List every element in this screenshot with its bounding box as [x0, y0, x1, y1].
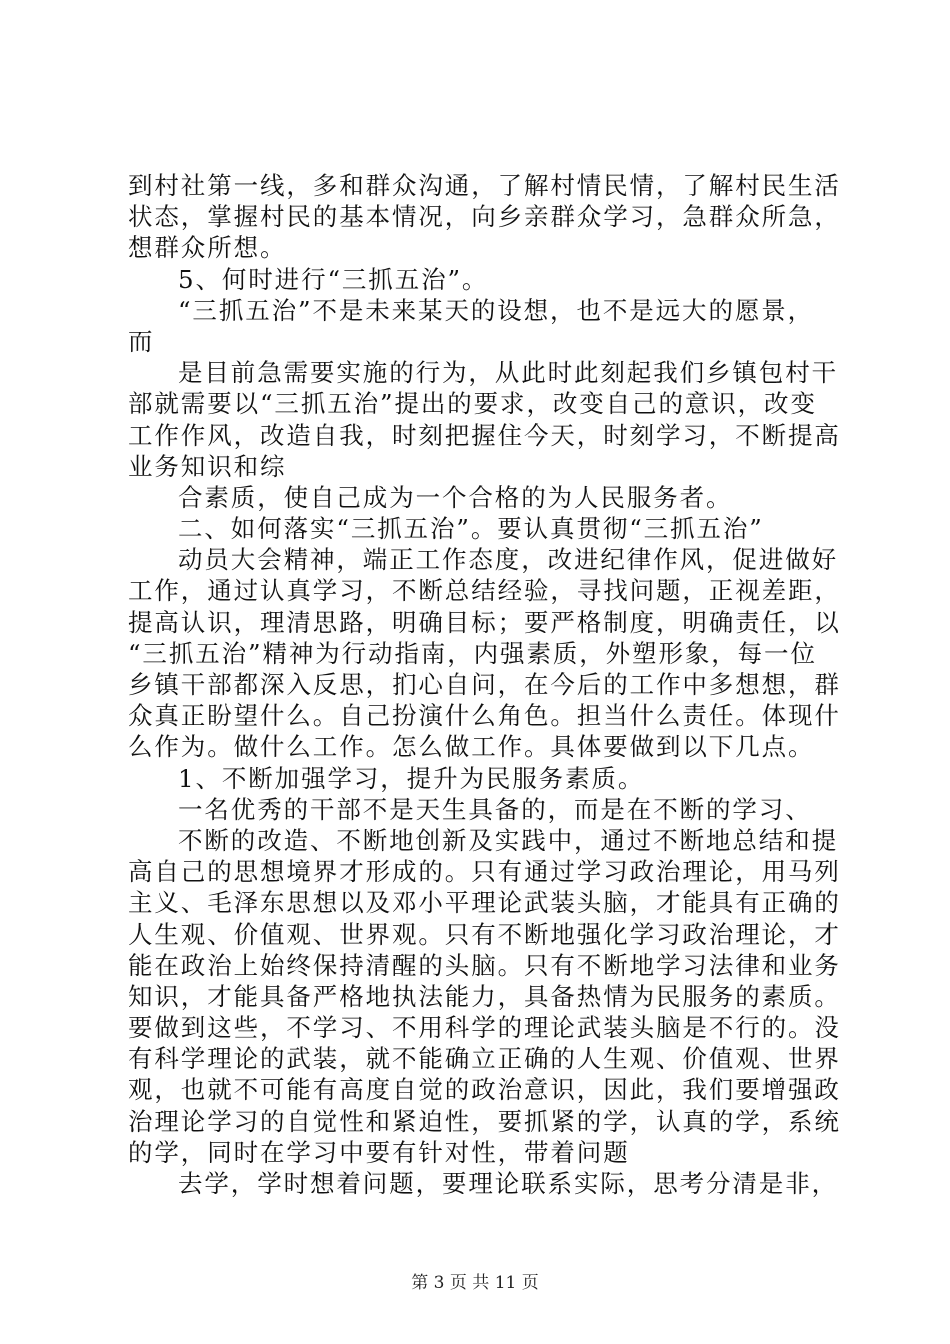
text-line: “三抓五治”不是未来某天的设想，也不是远大的愿景， — [178, 295, 815, 325]
text-line: 而 — [128, 326, 155, 356]
text-line: 状态，掌握村民的基本情况，向乡亲群众学习，急群众所急， — [128, 202, 841, 232]
text-line: 有科学理论的武装，就不能确立正确的人生观、价值观、世界 — [128, 1044, 841, 1074]
text-line: 不断的改造、不断地创新及实践中，通过不断地总结和提 — [178, 825, 838, 855]
text-line: 要做到这些，不学习、不用科学的理论武装头脑是不行的。没 — [128, 1013, 841, 1043]
body-text — [128, 170, 840, 1199]
text-line: 一名优秀的干部不是天生具备的，而是在不断的学习、 — [178, 794, 812, 824]
page-footer: 第 3 页 共 11 页 — [411, 1273, 539, 1293]
text-line: 么作为。做什么工作。怎么做工作。具体要做到以下几点。 — [128, 732, 815, 762]
text-line: 动员大会精神，端正工作态度，改进纪律作风，促进做好 — [178, 545, 838, 575]
text-line: 部就需要以“三抓五治”提出的要求，改变自己的意识，改变 — [128, 389, 817, 419]
text-line: 是目前急需要实施的行为，从此时此刻起我们乡镇包村干 — [178, 358, 838, 388]
text-line: 能在政治上始终保持清醒的头脑。只有不断地学习法律和业务 — [128, 950, 841, 980]
text-line: 人生观、价值观、世界观。只有不断地强化学习政治理论，才 — [128, 919, 841, 949]
text-line: 知识，才能具备严格地执法能力，具备热情为民服务的素质。 — [128, 981, 841, 1011]
text-line: 高自己的思想境界才形成的。只有通过学习政治理论，用马列 — [128, 857, 841, 887]
text-line: 主义、毛泽东思想以及邓小平理论武装头脑，才能具有正确的 — [128, 888, 841, 918]
text-line: 想群众所想。 — [128, 233, 287, 263]
text-line: 众真正盼望什么。自己扮演什么角色。担当什么责任。体现什 — [128, 701, 841, 731]
text-line: 1、不断加强学习，提升为民服务素质。 — [178, 763, 645, 793]
text-line: 观，也就不可能有高度自觉的政治意识，因此，我们要增强政 — [128, 1075, 841, 1105]
text-line: 合素质，使自己成为一个合格的为人民服务者。 — [178, 482, 733, 512]
text-line: 工作，通过认真学习，不断总结经验，寻找问题，正视差距， — [128, 576, 841, 606]
text-line: 到村社第一线，多和群众沟通，了解村情民情，了解村民生活 — [128, 171, 841, 200]
text-line: “三抓五治”精神为行动指南，内强素质，外塑形象，每一位 — [128, 638, 817, 668]
text-line: 二、如何落实“三抓五治”。要认真贯彻“三抓五治” — [178, 514, 764, 544]
text-line: 的学，同时在学习中要有针对性，带着问题 — [128, 1137, 630, 1167]
text-line: 治理论学习的自觉性和紧迫性，要抓紧的学，认真的学，系统 — [128, 1106, 841, 1136]
text-line: 提高认识，理清思路，明确目标；要严格制度，明确责任，以 — [128, 607, 841, 637]
text-line: 去学，学时想着问题，要理论联系实际，思考分清是非， — [178, 1169, 838, 1198]
text-line: 工作作风，改造自我，时刻把握住今天，时刻学习，不断提高 — [128, 420, 841, 450]
text-line: 5、何时进行“三抓五治”。 — [178, 264, 489, 294]
text-line: 乡镇干部都深入反思，扪心自问，在今后的工作中多想想，群 — [128, 670, 841, 699]
text-line: 业务知识和综 — [128, 451, 287, 481]
